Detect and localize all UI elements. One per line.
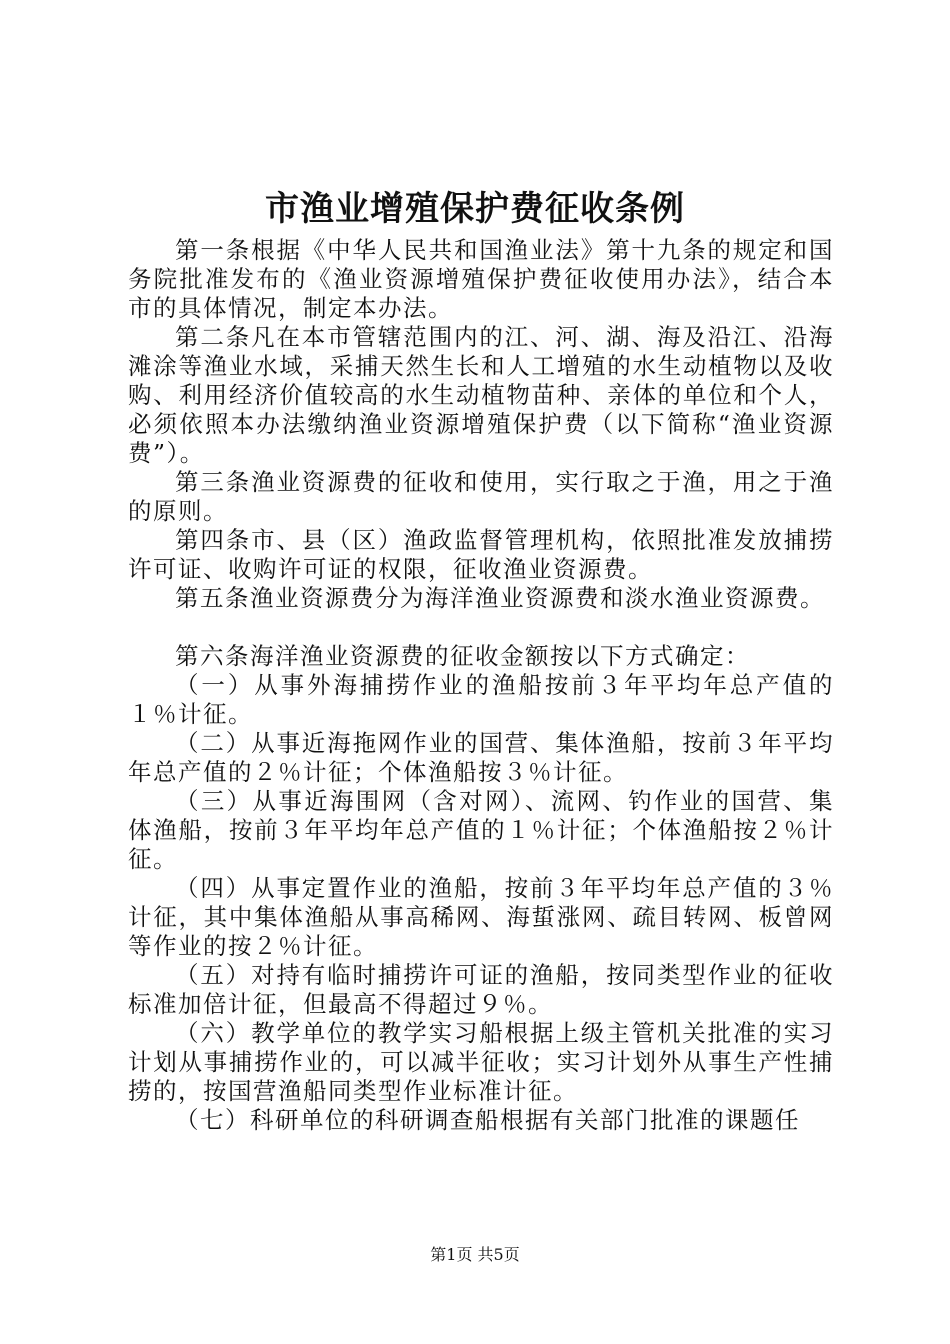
paragraph-article-6: 第六条海洋渔业资源费的征收金额按以下方式确定：	[175, 642, 750, 670]
page-footer: 第1页 共5页	[430, 1245, 520, 1264]
paragraph-item-7: （七）科研单位的科研调查船根据有关部门批准的课题任	[175, 1106, 800, 1134]
paragraph-item-6: （六）教学单位的教学实习船根据上级主管机关批准的实习计划从事捕捞作业的，可以减半征收；实习计划外从事生产性捕捞的，按国营渔船同类型作业标准计征。	[128, 1019, 834, 1105]
paragraph-item-3: （三）从事近海围网（含对网）、流网、钓作业的国营、集体渔船，按前３年平均年总产值的１％计征；个体渔船按２％计征。	[128, 787, 834, 873]
paragraph-item-2: （二）从事近海拖网作业的国营、集体渔船，按前３年平均年总产值的２％计征；个体渔船按３％计征。	[128, 729, 834, 786]
document-title: 市渔业增殖保护费征收条例	[265, 189, 685, 229]
paragraph-item-5: （五）对持有临时捕捞许可证的渔船，按同类型作业的征收标准加倍计征，但最高不得超过９％。	[128, 961, 834, 1018]
paragraph-article-1: 第一条根据《中华人民共和国渔业法》第十九条的规定和国务院批准发布的《渔业资源增殖保护费征收使用办法》，结合本市的具体情况，制定本办法。	[128, 236, 834, 322]
paragraph-item-1: （一）从事外海捕捞作业的渔船按前３年平均年总产值的１％计征。	[128, 671, 834, 728]
document-body	[128, 236, 834, 1135]
paragraph-article-5: 第五条渔业资源费分为海洋渔业资源费和淡水渔业资源费。	[175, 584, 825, 612]
paragraph-item-4: （四）从事定置作业的渔船，按前３年平均年总产值的３％计征，其中集体渔船从事高稀网、海蜇涨网、疏目转网、板曾网等作业的按２％计征。	[128, 874, 834, 960]
paragraph-article-2: 第二条凡在本市管辖范围内的江、河、湖、海及沿江、沿海滩涂等渔业水域，采捕天然生长和人工增殖的水生动植物以及收购、利用经济价值较高的水生动植物苗种、亲体的单位和个人，必须依照本办法缴纳渔业资源增殖保护费（以下简称“渔业资源费”）。	[128, 323, 834, 467]
paragraph-article-4: 第四条市、县（区）渔政监督管理机构，依照批准发放捕捞许可证、收购许可证的权限，征收渔业资源费。	[128, 526, 834, 583]
paragraph-article-3: 第三条渔业资源费的征收和使用，实行取之于渔，用之于渔的原则。	[128, 468, 834, 525]
